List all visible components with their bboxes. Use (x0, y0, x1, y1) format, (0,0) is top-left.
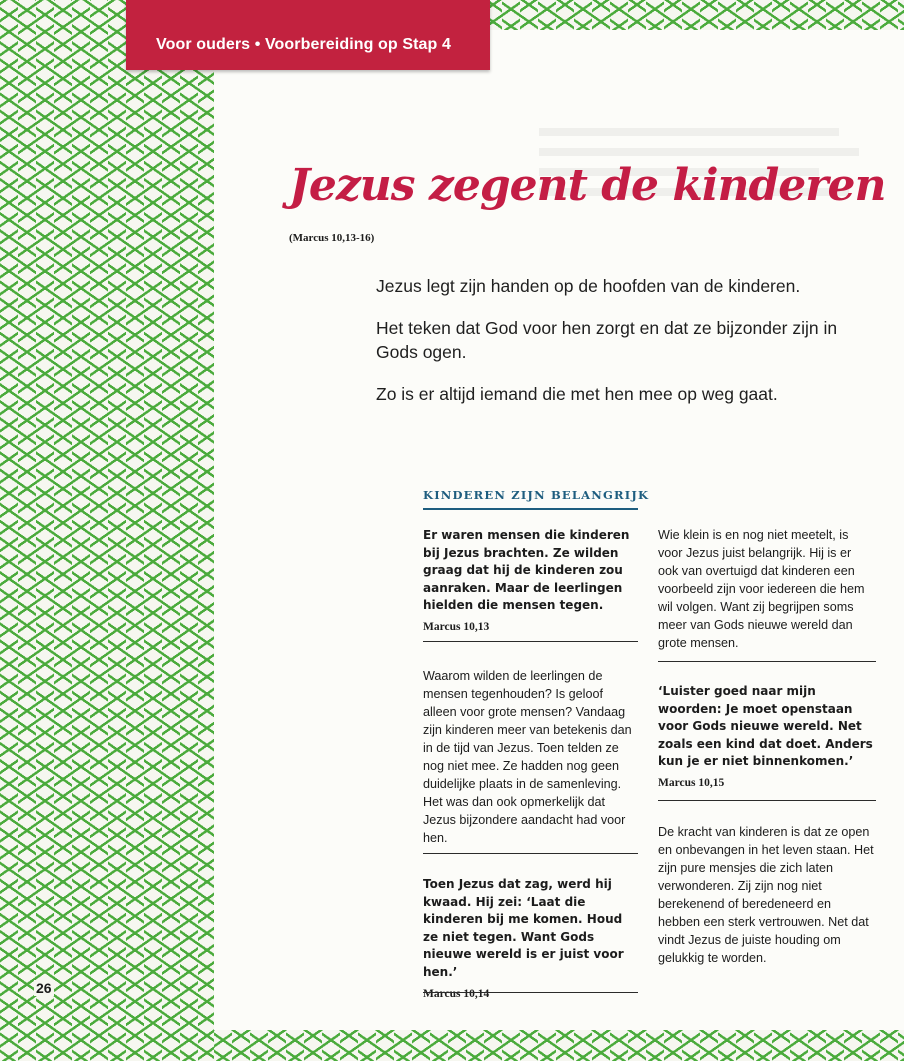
right-paragraph-1: Wie klein is en nog niet meetelt, is voor Jezus juist belangrijk. Hij is er ook van overtuigd dat kinderen een voorbeeld zijn voor iedereen die hem wil volgen. Want zij begrijpen soms meer van Gods nieuwe wereld dan grote mensen. (658, 528, 865, 650)
header-banner (126, 0, 490, 70)
title-reference: (Marcus 10,13-16) (289, 232, 375, 244)
intro-line-3: Zo is er altijd iemand die met hen mee op weg gaat. (376, 384, 778, 404)
quote-text: ‘Luister goed naar mijn woorden: Je moet openstaan voor Gods nieuwe wereld. Net zoals een kind dat doet. Anders kun je er niet binnenkomen.’ (658, 684, 873, 769)
right-quote-1 (658, 683, 876, 792)
quote-reference: Marcus 10,14 (423, 987, 490, 1000)
header-banner-text: Voor ouders • Voorbereiding op Stap 4 (156, 36, 451, 53)
divider (658, 661, 876, 662)
divider (423, 853, 638, 854)
intro-line-1: Jezus legt zijn handen op de hoofden van de kinderen. (376, 276, 801, 296)
page-title: Jezus zegent de kinderen (289, 160, 886, 211)
section-title: KINDEREN ZIJN BELANGRIJK (423, 488, 650, 502)
divider (423, 641, 638, 642)
section-title-rule (423, 508, 638, 510)
quote-text: Toen Jezus dat zag, werd hij kwaad. Hij zei: ‘Laat die kinderen bij me komen. Houd ze niet tegen. Want Gods nieuwe wereld is er juist voor hen.’ (423, 877, 624, 979)
left-pattern-border (0, 0, 214, 1061)
divider (423, 992, 638, 993)
quote-reference: Marcus 10,13 (423, 620, 490, 633)
right-paragraph-2: De kracht van kinderen is dat ze open en onbevangen in het leven staan. Het zijn pure mensjes die zich laten verwonderen. Zij zijn nog niet berekenend of beredeneerd en hebben een sterk vertrouwen. Net dat vindt Jezus de juiste houding om gelukkig te worden. (658, 825, 874, 965)
left-quote-2 (423, 876, 638, 1003)
divider (658, 800, 876, 801)
left-paragraph-1: Waarom wilden de leerlingen de mensen tegenhouden? Is geloof alleen voor grote mensen? Vandaag zijn kinderen meer van betekenis dan in de tijd van Jezus. Toen telden ze nog niet mee. Ze hadden nog geen duidelijke plaats in de samenleving. Het was dan ook opmerkelijk dat Jezus bijzondere aandacht had voor hen. (423, 669, 632, 845)
bottom-pattern-border (214, 1030, 904, 1061)
quote-reference: Marcus 10,15 (658, 776, 725, 789)
intro-text (376, 274, 876, 424)
quote-text: Er waren mensen die kinderen bij Jezus brachten. Ze wilden graag dat hij de kinderen zou aanraken. Maar de leerlingen hielden die mensen tegen. (423, 528, 630, 613)
intro-line-2: Het teken dat God voor hen zorgt en dat ze bijzonder zijn in Gods ogen. (376, 318, 838, 362)
page-number: 26 (36, 980, 52, 996)
left-quote-1 (423, 527, 638, 636)
